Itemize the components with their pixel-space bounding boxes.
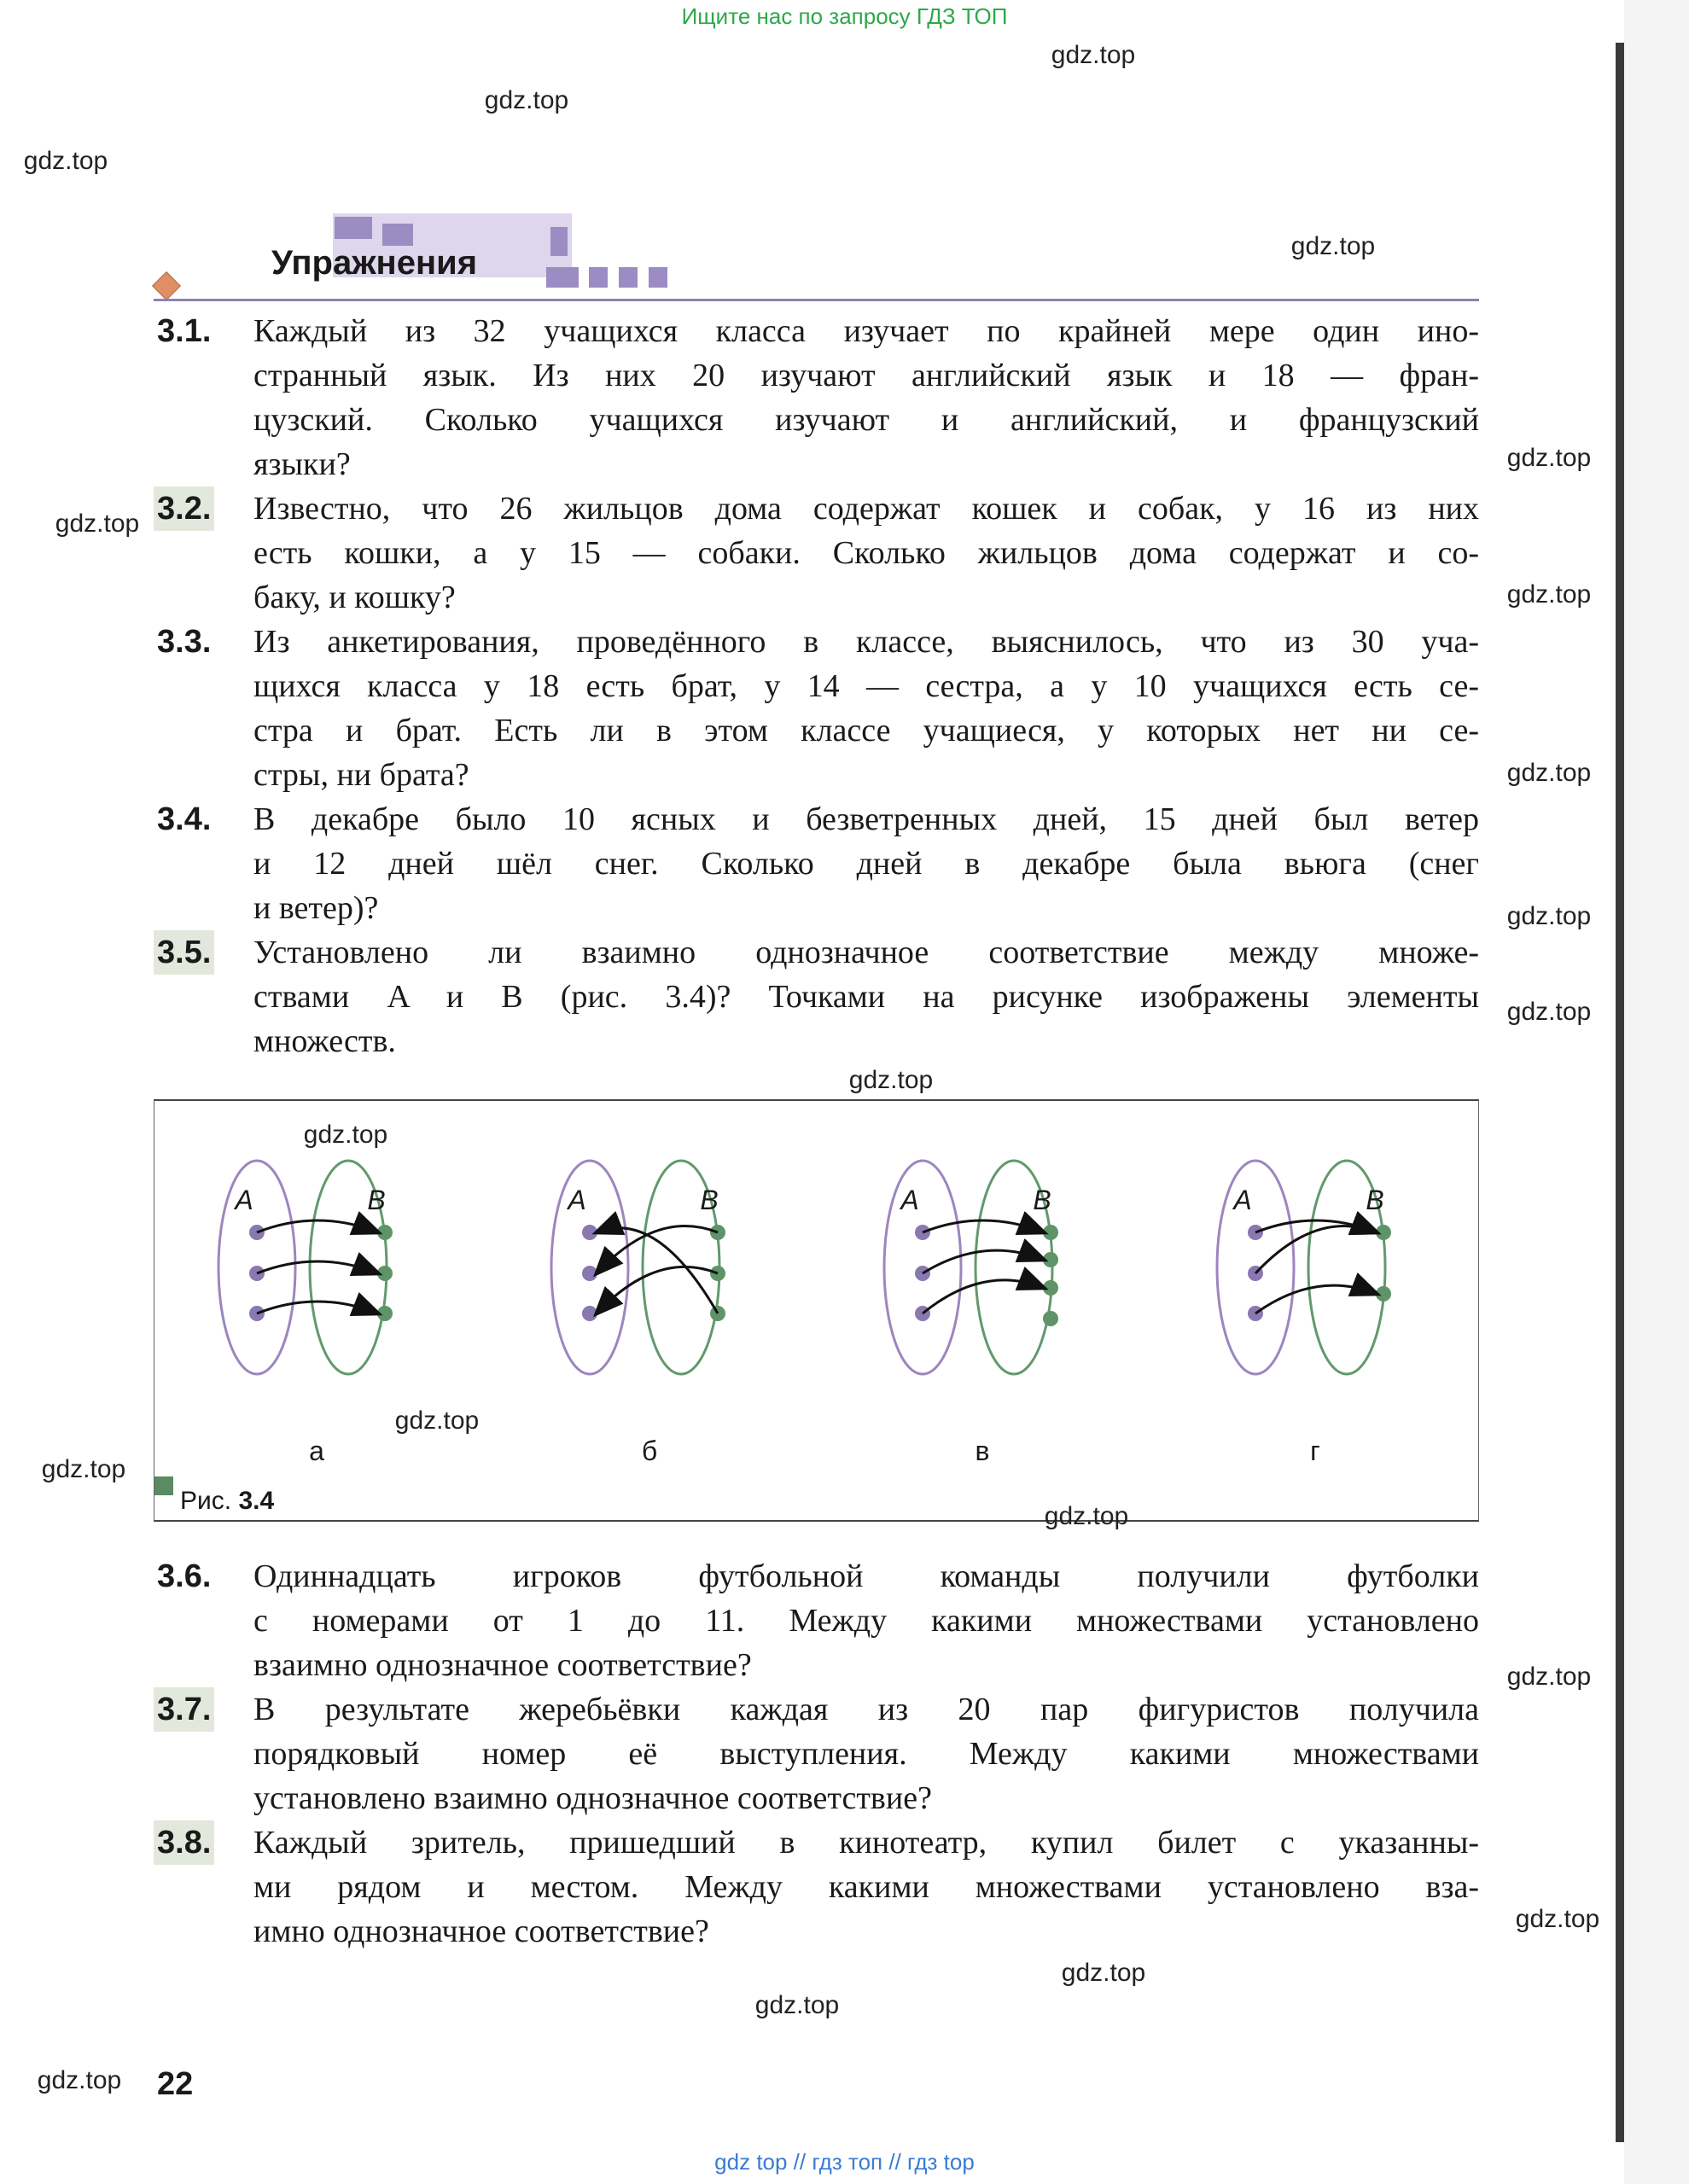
mapping-arrow: [923, 1220, 1044, 1232]
exercise-text-line: имно однозначное соответствие?: [253, 1913, 709, 1949]
mapping-arrow: [257, 1302, 378, 1313]
figure-3-4: [154, 1099, 1479, 1522]
diagram-label: а: [309, 1436, 324, 1466]
exercise-number: 3.5.: [154, 930, 214, 975]
exercise-3-2: [154, 486, 1479, 620]
exercise-3-3: [154, 620, 1479, 797]
watermark: gdz.top: [37, 2066, 122, 2094]
diagram-label: в: [975, 1436, 990, 1466]
watermark: gdz.top: [1044, 1502, 1129, 1530]
set-b-element: [1043, 1225, 1058, 1240]
exercise-text-line: Каждый из 32 учащихся класса изучает по крайней мере один ино-: [253, 313, 1479, 349]
watermark: gdz.top: [1506, 1663, 1592, 1691]
exercise-text-line: ствами A и B (рис. 3.4)? Точками на рисунке изображены элементы: [253, 979, 1479, 1015]
set-b-element: [1376, 1286, 1391, 1302]
exercise-3-7: [154, 1687, 1479, 1820]
diagram-label: б: [641, 1436, 658, 1466]
watermark: gdz.top: [303, 1121, 388, 1149]
set-b-element: [377, 1306, 393, 1321]
exercise-text-line: странный язык. Из них 20 изучают английский язык и 18 — фран-: [253, 358, 1479, 393]
set-b-element: [1376, 1225, 1391, 1240]
watermark: gdz.top: [1506, 902, 1592, 930]
caption-number: 3.4: [238, 1487, 275, 1515]
exercise-number: 3.8.: [154, 1820, 214, 1865]
exercise-number: 3.3.: [157, 624, 212, 660]
exercise-text-line: множеств.: [253, 1023, 396, 1059]
exercise-text-line: щихся класса у 18 есть брат, у 14 — сестра, а у 10 учащихся есть се-: [253, 668, 1479, 704]
exercise-text-line: Каждый зритель, пришедший в кинотеатр, купил билет с указанны-: [253, 1825, 1479, 1861]
watermark: gdz.top: [1290, 232, 1376, 260]
exercise-text-line: стры, ни брата?: [253, 757, 469, 793]
exercise-text-line: ми рядом и местом. Между какими множествами установлено вза-: [253, 1869, 1479, 1905]
exercise-3-8: [154, 1820, 1479, 1954]
exercise-text-line: установлено взаимно однозначное соответствие?: [253, 1780, 932, 1816]
exercise-3-4: [154, 797, 1479, 930]
mapping-diagram: [154, 1101, 1480, 1523]
footer-links[interactable]: gdz top // гдз топ // гдз top: [714, 2149, 975, 2175]
watermark: gdz.top: [41, 1455, 126, 1483]
set-label: B: [700, 1185, 719, 1215]
diagram-label: г: [1310, 1436, 1320, 1466]
section-heading: Упражнения: [271, 244, 478, 282]
exercise-text-line: Установлено ли взаимно однозначное соответствие между множе-: [253, 935, 1479, 970]
set-a-element: [582, 1225, 597, 1240]
exercise-3-6: [154, 1554, 1479, 1687]
watermark: gdz.top: [848, 1066, 934, 1094]
mapping-arrow: [923, 1250, 1044, 1273]
exercise-number: 3.6.: [157, 1558, 212, 1594]
watermark: gdz.top: [23, 147, 108, 175]
exercise-text-line: с номерами от 1 до 11. Между какими множествами установлено: [253, 1603, 1479, 1639]
caption-prefix: Рис.: [180, 1487, 232, 1515]
watermark: gdz.top: [1506, 444, 1592, 472]
mapping-arrow: [257, 1220, 378, 1232]
search-banner[interactable]: Ищите нас по запросу ГДЗ ТОП: [681, 3, 1008, 29]
mapping-arrow: [597, 1267, 718, 1313]
mapping-arrow: [257, 1261, 378, 1273]
mapping-arrow: [1255, 1285, 1377, 1313]
set-b-element: [1043, 1280, 1058, 1296]
set-label: A: [1233, 1185, 1252, 1215]
book-spine-edge: [1616, 43, 1624, 2142]
watermark: gdz.top: [1515, 1905, 1600, 1933]
exercise-text-line: Известно, что 26 жильцов дома содержат кошек и собак, у 16 из них: [253, 491, 1479, 527]
mapping-arrow: [1255, 1226, 1377, 1273]
exercise-text-line: есть кошки, а у 15 — собаки. Сколько жильцов дома содержат и со-: [253, 535, 1479, 571]
watermark: gdz.top: [1506, 580, 1592, 609]
page-number: 22: [157, 2066, 194, 2102]
set-label: A: [900, 1185, 919, 1215]
watermark: gdz.top: [484, 86, 569, 114]
watermark: gdz.top: [1506, 759, 1592, 787]
set-label: A: [568, 1185, 586, 1215]
exercise-text-line: В результате жеребьёвки каждая из 20 пар фигуристов получила: [253, 1692, 1479, 1727]
caption-marker: [154, 1476, 173, 1495]
exercise-text-line: баку, и кошку?: [253, 579, 456, 615]
watermark: gdz.top: [394, 1406, 480, 1435]
exercise-text-line: Одиннадцать игроков футбольной команды получили футболки: [253, 1558, 1479, 1594]
watermark: gdz.top: [1506, 998, 1592, 1026]
exercise-text-line: языки?: [253, 446, 351, 482]
set-b-element: [377, 1225, 393, 1240]
exercise-text-line: и 12 дней шёл снег. Сколько дней в декабре была вьюга (снег: [253, 846, 1479, 882]
set-label: B: [1366, 1185, 1384, 1215]
set-a-element: [582, 1266, 597, 1281]
mapping-arrow: [597, 1226, 718, 1273]
set-b-element: [1043, 1311, 1058, 1326]
set-label: B: [1033, 1185, 1051, 1215]
set-label: A: [235, 1185, 253, 1215]
exercise-text-line: порядковый номер её выступления. Между какими множествами: [253, 1736, 1479, 1772]
set-b-element: [377, 1266, 393, 1281]
diamond-icon: [152, 271, 181, 300]
exercise-text-line: В декабре было 10 ясных и безветренных дней, 15 дней был ветер: [253, 801, 1479, 837]
exercise-text-line: Из анкетирования, проведённого в классе, выяснилось, что из 30 уча-: [253, 624, 1479, 660]
exercise-text-line: стра и брат. Есть ли в этом классе учащиеся, у которых нет ни се-: [253, 713, 1479, 748]
exercise-text-line: и ветер)?: [253, 890, 379, 926]
heading-rule: [154, 299, 1479, 301]
watermark: gdz.top: [1051, 41, 1136, 69]
exercise-number: 3.1.: [157, 313, 212, 349]
exercise-text-line: взаимно однозначное соответствие?: [253, 1647, 752, 1683]
exercise-text-line: цузский. Сколько учащихся изучают и английский, и французский: [253, 402, 1479, 438]
figure-caption: [180, 1487, 274, 1516]
set-a-element: [582, 1306, 597, 1321]
watermark: gdz.top: [1061, 1959, 1146, 1987]
exercise-number: 3.2.: [154, 486, 214, 531]
watermark: gdz.top: [55, 510, 140, 538]
page-margin: [1624, 0, 1689, 2184]
exercise-3-5: [154, 930, 1479, 1063]
set-b-element: [1043, 1252, 1058, 1267]
exercise-3-1: [154, 309, 1479, 486]
set-label: B: [367, 1185, 386, 1215]
watermark: gdz.top: [754, 1991, 840, 2019]
exercise-number: 3.4.: [157, 801, 212, 837]
exercise-number: 3.7.: [154, 1687, 214, 1732]
mapping-arrow: [923, 1280, 1044, 1313]
